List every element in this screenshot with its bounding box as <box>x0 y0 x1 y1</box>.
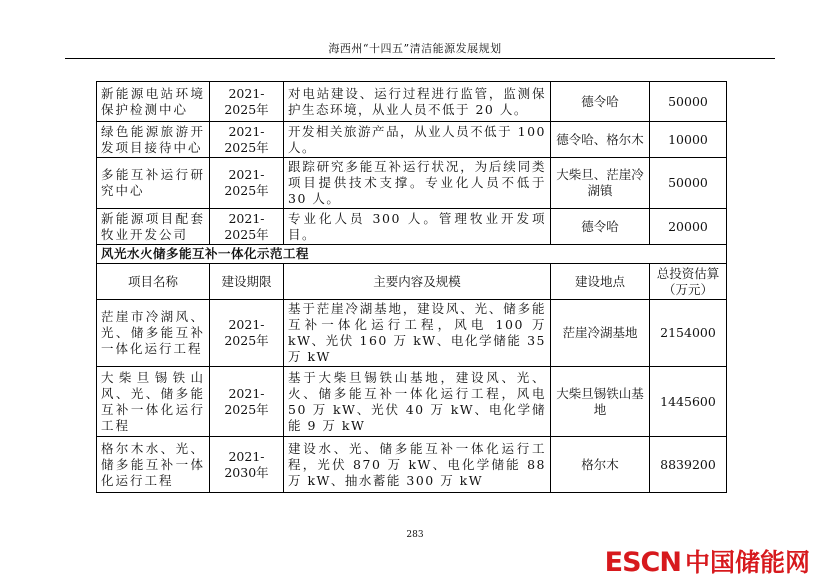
escn-watermark-logo <box>605 549 810 577</box>
table-row <box>97 300 727 367</box>
header-rule <box>65 58 775 59</box>
project-content: 跟踪研究多能互补运行状况，为后续同类项目提供技术支撑。专业化人员不低于 30 人。 <box>284 158 551 209</box>
project-investment: 20000 <box>650 209 727 245</box>
project-period: 2021-2025年 <box>210 300 284 367</box>
project-name: 多能互补运行研究中心 <box>97 158 210 209</box>
project-name: 绿色能源旅游开发项目接待中心 <box>97 122 210 158</box>
project-location: 德令哈 <box>551 82 650 122</box>
project-location: 大柴旦、茫崖冷湖镇 <box>551 158 650 209</box>
column-header-investment: 总投资估算（万元） <box>650 264 727 300</box>
project-investment: 50000 <box>650 158 727 209</box>
project-location: 德令哈、格尔木 <box>551 122 650 158</box>
project-investment: 2154000 <box>650 300 727 367</box>
column-header-content: 主要内容及规模 <box>284 264 551 300</box>
project-name: 格尔木水、光、储多能互补一体化运行工程 <box>97 437 210 493</box>
running-header: 海西州“十四五”清洁能源发展规划 <box>328 42 502 55</box>
project-period: 2021-2025年 <box>210 82 284 122</box>
project-period: 2021-2025年 <box>210 367 284 437</box>
project-period: 2021-2025年 <box>210 122 284 158</box>
logo-cjk-text: 中国储能网 <box>684 548 810 577</box>
project-name: 新能源项目配套牧业开发公司 <box>97 209 210 245</box>
project-name: 茫崖市冷湖风、光、储多能互补一体化运行工程 <box>97 300 210 367</box>
project-content: 专业化人员 300 人。管理牧业开发项目。 <box>284 209 551 245</box>
project-content: 对电站建设、运行过程进行监管，监测保护生态环境，从业人员不低于 20 人。 <box>284 82 551 122</box>
project-content: 基于茫崖冷湖基地，建设风、光、储多能互补一体化运行工程，风电 100 万 kW、光伏 160 万 kW、电化学储能 35 万 kW <box>284 300 551 367</box>
project-investment: 8839200 <box>650 437 727 493</box>
project-location: 德令哈 <box>551 209 650 245</box>
project-period: 2021-2025年 <box>210 158 284 209</box>
project-location: 大柴旦锡铁山基地 <box>551 367 650 437</box>
table-row <box>97 437 727 493</box>
project-content: 建设水、光、储多能互补一体化运行工程，光伏 870 万 kW、电化学储能 88 万 kW、抽水蓄能 300 万 kW <box>284 437 551 493</box>
project-investment: 1445600 <box>650 367 727 437</box>
page-number: 283 <box>406 530 424 540</box>
table-row <box>97 82 727 122</box>
project-investment: 50000 <box>650 82 727 122</box>
project-name: 新能源电站环境保护检测中心 <box>97 82 210 122</box>
column-header-location: 建设地点 <box>551 264 650 300</box>
project-period: 2021-2030年 <box>210 437 284 493</box>
project-location: 格尔木 <box>551 437 650 493</box>
table-row <box>97 209 727 245</box>
table-row <box>97 122 727 158</box>
section-row <box>97 245 727 264</box>
projects-table <box>96 81 727 493</box>
project-name: 大柴旦锡铁山风、光、储多能互补一体化运行工程 <box>97 367 210 437</box>
table-row <box>97 367 727 437</box>
column-header-period: 建设期限 <box>210 264 284 300</box>
project-location: 茫崖冷湖基地 <box>551 300 650 367</box>
table-row <box>97 158 727 209</box>
project-content: 开发相关旅游产品，从业人员不低于 100 人。 <box>284 122 551 158</box>
section-title: 风光水火储多能互补一体化示范工程 <box>97 245 727 264</box>
project-content: 基于大柴旦锡铁山基地，建设风、光、火、储多能互补一体化运行工程，风电 50 万 kW、光伏 40 万 kW、电化学储能 9 万 kW <box>284 367 551 437</box>
project-period: 2021-2025年 <box>210 209 284 245</box>
header-row <box>97 264 727 300</box>
column-header-name: 项目名称 <box>97 264 210 300</box>
project-investment: 10000 <box>650 122 727 158</box>
logo-latin-text: ESCN <box>604 547 681 578</box>
